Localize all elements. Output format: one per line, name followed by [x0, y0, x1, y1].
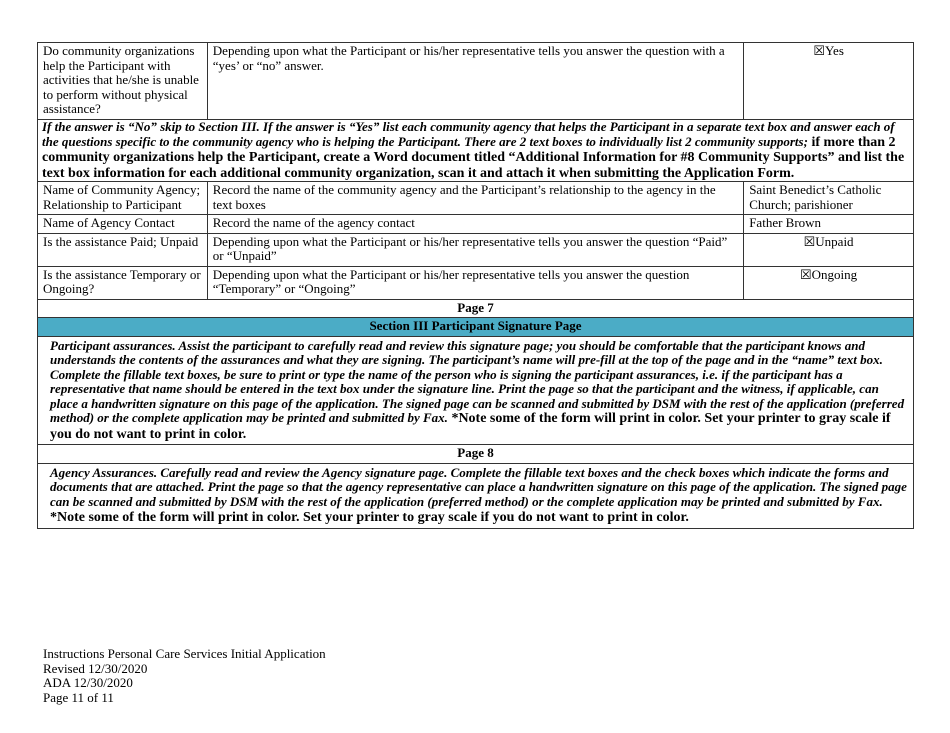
page-footer	[43, 647, 326, 705]
table-row	[38, 318, 914, 337]
table-row	[38, 266, 914, 299]
checked-box-icon[interactable]: ☒	[803, 233, 816, 249]
table-row	[38, 43, 914, 120]
instruction-cell: Record the name of the agency contact	[207, 215, 743, 234]
instruction-cell: Record the name of the community agency and the Participant’s relationship to the agency in the text boxes	[207, 182, 743, 215]
instruction-cell: Depending upon what the Participant or his/her representative tells you answer the question “Temporary” or “Ongoing”	[207, 266, 743, 299]
question-cell: Do community organizations help the Participant with activities that he/she is unable to perform without physical assistance?	[38, 43, 208, 120]
footer-ada: ADA 12/30/2020	[43, 675, 133, 690]
table-row	[38, 299, 914, 318]
answer-cell	[744, 266, 914, 299]
table-row	[38, 215, 914, 234]
footer-revised: Revised 12/30/2020	[43, 660, 148, 676]
page-8-label: Page 8	[38, 445, 914, 464]
participant-assurances-note: *Note some of the form will print in color. Set your printer to gray scale if you do not want to print in color.	[50, 411, 891, 442]
answer-label: Unpaid	[815, 233, 854, 249]
field-cell: Name of Agency Contact	[38, 215, 208, 234]
table-row	[38, 233, 914, 266]
footer-doc-title: Instructions Personal Care Services Initial Application	[43, 646, 326, 661]
answer-label: Yes	[824, 43, 844, 58]
field-cell: Name of Community Agency; Relationship to Participant	[38, 182, 208, 215]
agency-assurances-italic: Agency Assurances. Carefully read and review the Agency signature page. Complete the fillable text boxes and the check boxes which indicate the forms and documents that are attached. Print the page so that the agency representative can place a handwritten signature on this page of the application. The signed page can be scanned and submitted by DSM with the rest of the application (preferred method) or the complete application may be printed and submitted by Fax.	[50, 464, 907, 509]
table-row	[38, 463, 914, 528]
page-7-label: Page 7	[38, 299, 914, 318]
footer-page-number: Page 11 of 11	[43, 689, 114, 705]
field-cell: Is the assistance Paid; Unpaid	[38, 233, 208, 266]
answer-cell	[744, 233, 914, 266]
section-title: Section III Participant Signature Page	[38, 318, 914, 337]
table-row	[38, 182, 914, 215]
answer-cell: Father Brown	[744, 215, 914, 234]
agency-assurances-note: *Note some of the form will print in color. Set your printer to gray scale if you do not want to print in color.	[50, 510, 689, 525]
table-row	[38, 336, 914, 445]
answer-cell	[744, 43, 914, 120]
agency-assurances-text	[38, 463, 914, 528]
skip-note-italic: If the answer is “No” skip to Section III. If the answer is “Yes” list each community agency that helps the Participant in a separate text box and answer each of the questions specific to the community agency who is helping the Participant. There are 2 text boxes to individually list 2 community supports;	[42, 119, 895, 149]
skip-note-bold: if more than 2 community organizations help the Participant, create a Word document titled “Additional Information for #8 Community Supports” and list the text box information for each additional community organization, scan it and attach it when submitting the Application Form.	[42, 134, 905, 181]
skip-note	[38, 120, 914, 182]
table-row	[38, 120, 914, 182]
instructions-table	[37, 42, 914, 529]
checked-box-icon[interactable]: ☒	[800, 266, 812, 282]
table-row	[38, 445, 914, 464]
answer-label: Ongoing	[811, 266, 858, 282]
checked-box-icon[interactable]: ☒	[813, 43, 825, 58]
instruction-cell: Depending upon what the Participant or his/her representative tells you answer the question “Paid” or “Unpaid”	[207, 233, 743, 266]
participant-assurances-text	[38, 336, 914, 445]
participant-assurances-italic: Participant assurances. Assist the participant to carefully read and review this signature page; you should be comfortable that the participant knows and understands the contents of the assurances and what they are signing. The participant’s name will pre-fill at the top of the page and in the “name” text box. Complete the fillable text boxes, be sure to print or type the name of the person who is signing the participant assurances, i.e. if the participant has a representative that name should be entered in the text box under the signature line. Print the page so that the participant and the witness, if applicable, can place a handwritten signature on this page of the application. The signed page can be scanned and submitted by DSM with the rest of the application (preferred method) or the complete application may be printed and submitted by Fax.	[50, 337, 905, 425]
instruction-cell: Depending upon what the Participant or his/her representative tells you answer the question with a “yes’ or “no” answer.	[207, 43, 743, 120]
answer-cell: Saint Benedict’s Catholic Church; parishioner	[744, 182, 914, 215]
field-cell: Is the assistance Temporary or Ongoing?	[38, 266, 208, 299]
